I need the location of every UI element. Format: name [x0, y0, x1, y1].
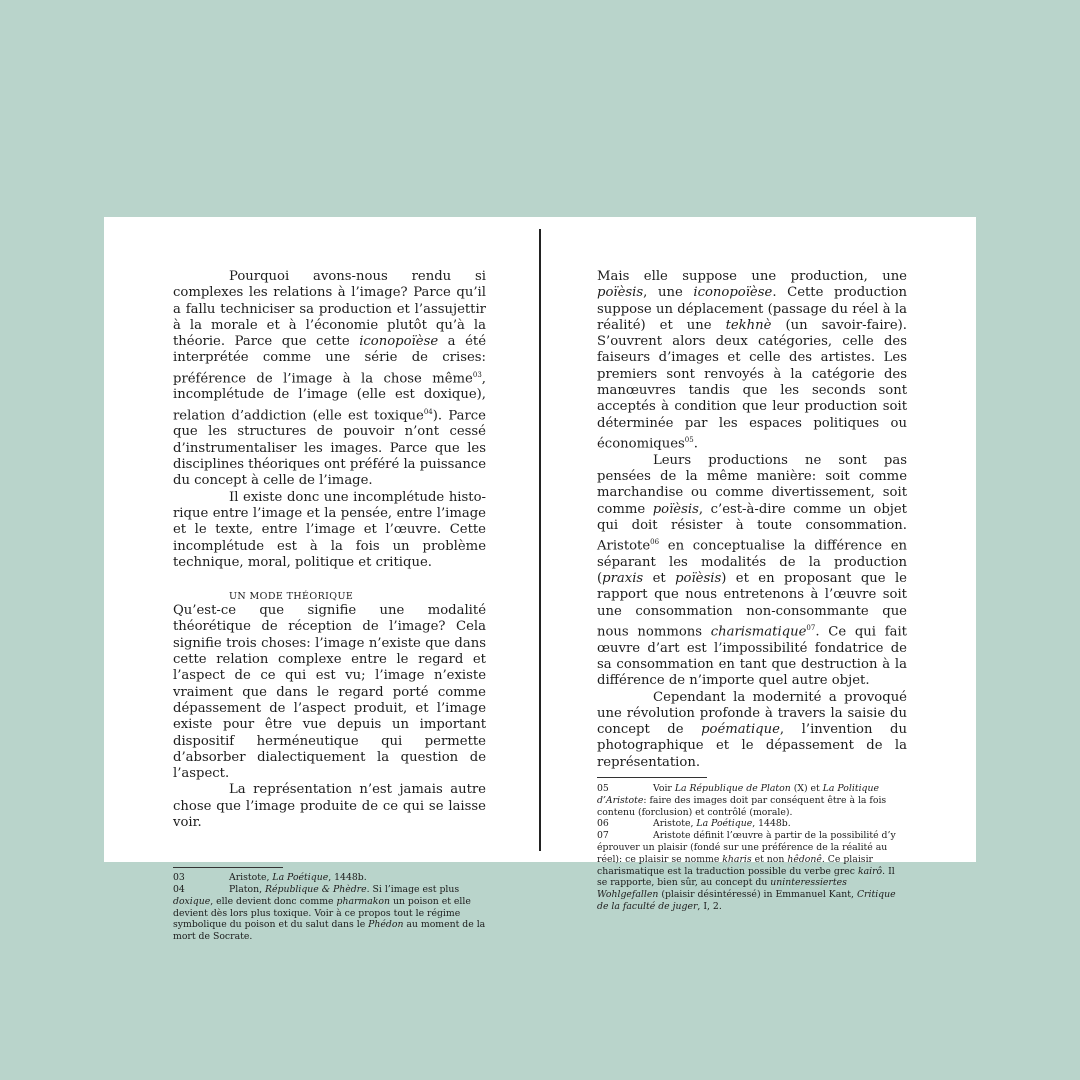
italic-term: poïèsis	[597, 285, 644, 301]
italic-term: poématique	[701, 722, 780, 738]
text-run: a été interprétée comme une série de crises: préférence de l’image à la chose même	[173, 334, 486, 387]
text-run: . Cette production suppose un déplacement (passage du réel à la réalité) et une	[597, 285, 907, 333]
text-run: : faire des images doit par conséquent être à la fois contenu (forclusion) et contrôlé (morale).	[597, 794, 887, 818]
footnote-ref-04: 04	[423, 407, 433, 416]
text-run: , incomplétude de l’image (elle est doxique), relation d’addiction (elle est toxique	[173, 371, 486, 424]
text-run: .	[693, 436, 698, 452]
text-run: . Ce plaisir charismatique est la traduction possible du verbe grec	[597, 853, 873, 877]
left-paragraph-2: Il existe donc une incomplétude historique entre l’image et la pensée, entre l’image et le texte, entre l’image et l’œuvre. Cette incomplétude est à la fois un problème technique, moral, politique et critique.	[173, 489, 486, 570]
left-paragraph-4: La représentation n’est jamais autre chose que l’image produite de ce qui se laisse voir.	[173, 782, 486, 830]
text-run: , I, 2.	[697, 901, 722, 913]
footnote-ref-03: 03	[472, 370, 482, 379]
italic-term: kairô	[857, 865, 883, 877]
text-run: Cependant la modernité a provoqué une révolution profonde à travers la saisie du concept de	[597, 689, 907, 738]
left-footnotes	[173, 872, 486, 943]
italic-term: charismatique	[710, 624, 807, 640]
italic-term: hêdonê	[787, 853, 822, 865]
footnote-number: 07	[597, 830, 609, 842]
right-body-text	[597, 269, 907, 771]
text-run: Leurs productions ne sont pas pensées de la même manière: soit comme marchandise ou comme divertissement, soit comme	[597, 452, 907, 517]
left-body-text	[173, 269, 486, 831]
right-paragraph-3	[597, 690, 907, 771]
footnote-number: 05	[597, 783, 609, 795]
footnote-ref-06: 06	[650, 538, 660, 547]
section-heading: UN MODE THÉORIQUE	[229, 591, 354, 603]
footnote-number: 03	[173, 872, 185, 884]
footnote-04	[173, 884, 486, 943]
italic-term: tekhnè	[725, 317, 772, 333]
italic-term: iconopoïèse	[359, 334, 439, 350]
text-run: , l’invention du photographique et le dépassement de la représentation.	[597, 722, 907, 770]
text-run: (X) et	[790, 783, 823, 795]
text-run: (un savoir-faire). S’ouvrent alors deux catégories, celle des faiseurs d’images et celle des artistes. Les premiers sont renvoyés à la catégorie des manœuvres tandis que les seconds sont acceptés à condition que leur production soit déterminée par les espaces politiques ou économiques	[597, 317, 907, 452]
italic-term: La Poétique	[696, 818, 753, 830]
italic-term: La République de Platon	[674, 783, 791, 795]
footnote-rule	[173, 867, 283, 868]
text-run: Aristote définit l’œuvre à partir de la possibilité d’y éprouver un plaisir (fondé sur une préférence de la réalité au réel): ce plaisir se nomme	[597, 830, 896, 865]
footnote-05	[597, 783, 907, 818]
footnote-rule	[597, 777, 707, 778]
footnote-06	[597, 818, 907, 830]
italic-term: poïèsis	[675, 571, 722, 587]
gutter-divider	[539, 229, 541, 851]
right-footnotes	[597, 783, 907, 913]
italic-term: poïèsis	[652, 501, 699, 517]
footnote-07	[597, 830, 907, 913]
text-run: en conceptualise la différence en séparant les modalités de la production (	[597, 538, 907, 587]
left-paragraph-1	[173, 269, 486, 490]
italic-term: La Politique d’Aristote	[597, 783, 879, 806]
text-run: et non	[751, 853, 788, 865]
text-run: . Si l’image est plus	[366, 884, 460, 896]
italic-term: praxis	[602, 571, 644, 587]
text-run: , c’est-à-dire comme un objet qui doit résister à toute consommation. Aristote	[597, 501, 907, 554]
italic-term: Critique de la faculté de juger	[597, 889, 896, 913]
text-run: un poison et elle devient dès lors plus toxique. Voir à ce propos tout le régime symbolique du poison et du salut dans le	[173, 895, 471, 931]
italic-term: kharis	[722, 853, 752, 865]
text-run: et	[643, 571, 676, 587]
text-run: , une	[643, 285, 694, 301]
text-run: (plaisir désintéressé) in Emmanuel Kant,	[658, 889, 857, 901]
text-run: . Ce qui fait œuvre d’art est l’impossibilité fondatrice de sa consommation en tant que destruction à la différence de n’importe quel autre objet.	[597, 624, 907, 689]
italic-term: Phédon	[368, 919, 404, 931]
text-run: ) et en proposant que le rapport que nous entretenons à l’œuvre soit une consommation non-consommante que nous nommons	[597, 571, 907, 640]
italic-term: La Poétique	[272, 872, 329, 884]
text-run: Aristote,	[653, 818, 697, 830]
text-run: . Il se rapporte, bien sûr, au concept du	[597, 865, 895, 889]
text-run: , 1448b.	[752, 818, 791, 830]
italic-term: uninteressiertes Wohlgefallen	[597, 877, 847, 901]
right-paragraph-2	[597, 453, 907, 690]
italic-term: pharmakon	[336, 895, 391, 907]
text-run: ). Parce que les structures de pouvoir n’ont cessé d’instrumentaliser les images. Parce que les disciplines théoriques ont préféré la puissance du concept à celle de l’image.	[173, 408, 486, 489]
right-page	[597, 269, 907, 913]
left-paragraph-3: Qu’est-ce que signifie une modalité théorétique de réception de l’image? Cela signifie trois choses: l’image n’existe que dans cette relation complexe entre le regard et l’aspect de ce qui est vu; l’image n’existe vraiment que dans le regard porté comme dépassement de l’aspect produit, et l’image existe pour être vue depuis un important dispositif herméneutique qui permette d’absorber dialectiquement la question de l’aspect.	[173, 603, 486, 782]
text-run: Pourquoi avons-nous rendu si complexes les relations à l’image? Parce qu’il a fallu techniciser sa production et l’assujettir à la morale et à l’économie plutôt qu’à la théorie. Parce que cette	[173, 269, 486, 350]
footnote-ref-05: 05	[684, 435, 694, 444]
text-run: Mais elle suppose une production, une	[597, 269, 907, 284]
text-run: Voir	[653, 783, 675, 795]
text-run: , elle devient donc comme	[210, 895, 337, 907]
text-run: Platon,	[229, 884, 266, 896]
italic-term: iconopoïèse	[693, 285, 773, 301]
left-page	[173, 269, 486, 943]
text-run: , 1448b.	[328, 872, 367, 884]
text-run: au moment de la mort de Socrate.	[173, 919, 486, 943]
text-run: Aristote,	[229, 872, 273, 884]
right-paragraph-1	[597, 269, 907, 453]
italic-term: doxique	[173, 895, 211, 907]
italic-term: République & Phèdre	[265, 884, 367, 896]
book-spread	[104, 217, 976, 943]
footnote-number: 04	[173, 884, 185, 896]
footnote-ref-07: 07	[806, 624, 816, 633]
footnote-03	[173, 872, 486, 884]
footnote-number: 06	[597, 818, 609, 830]
